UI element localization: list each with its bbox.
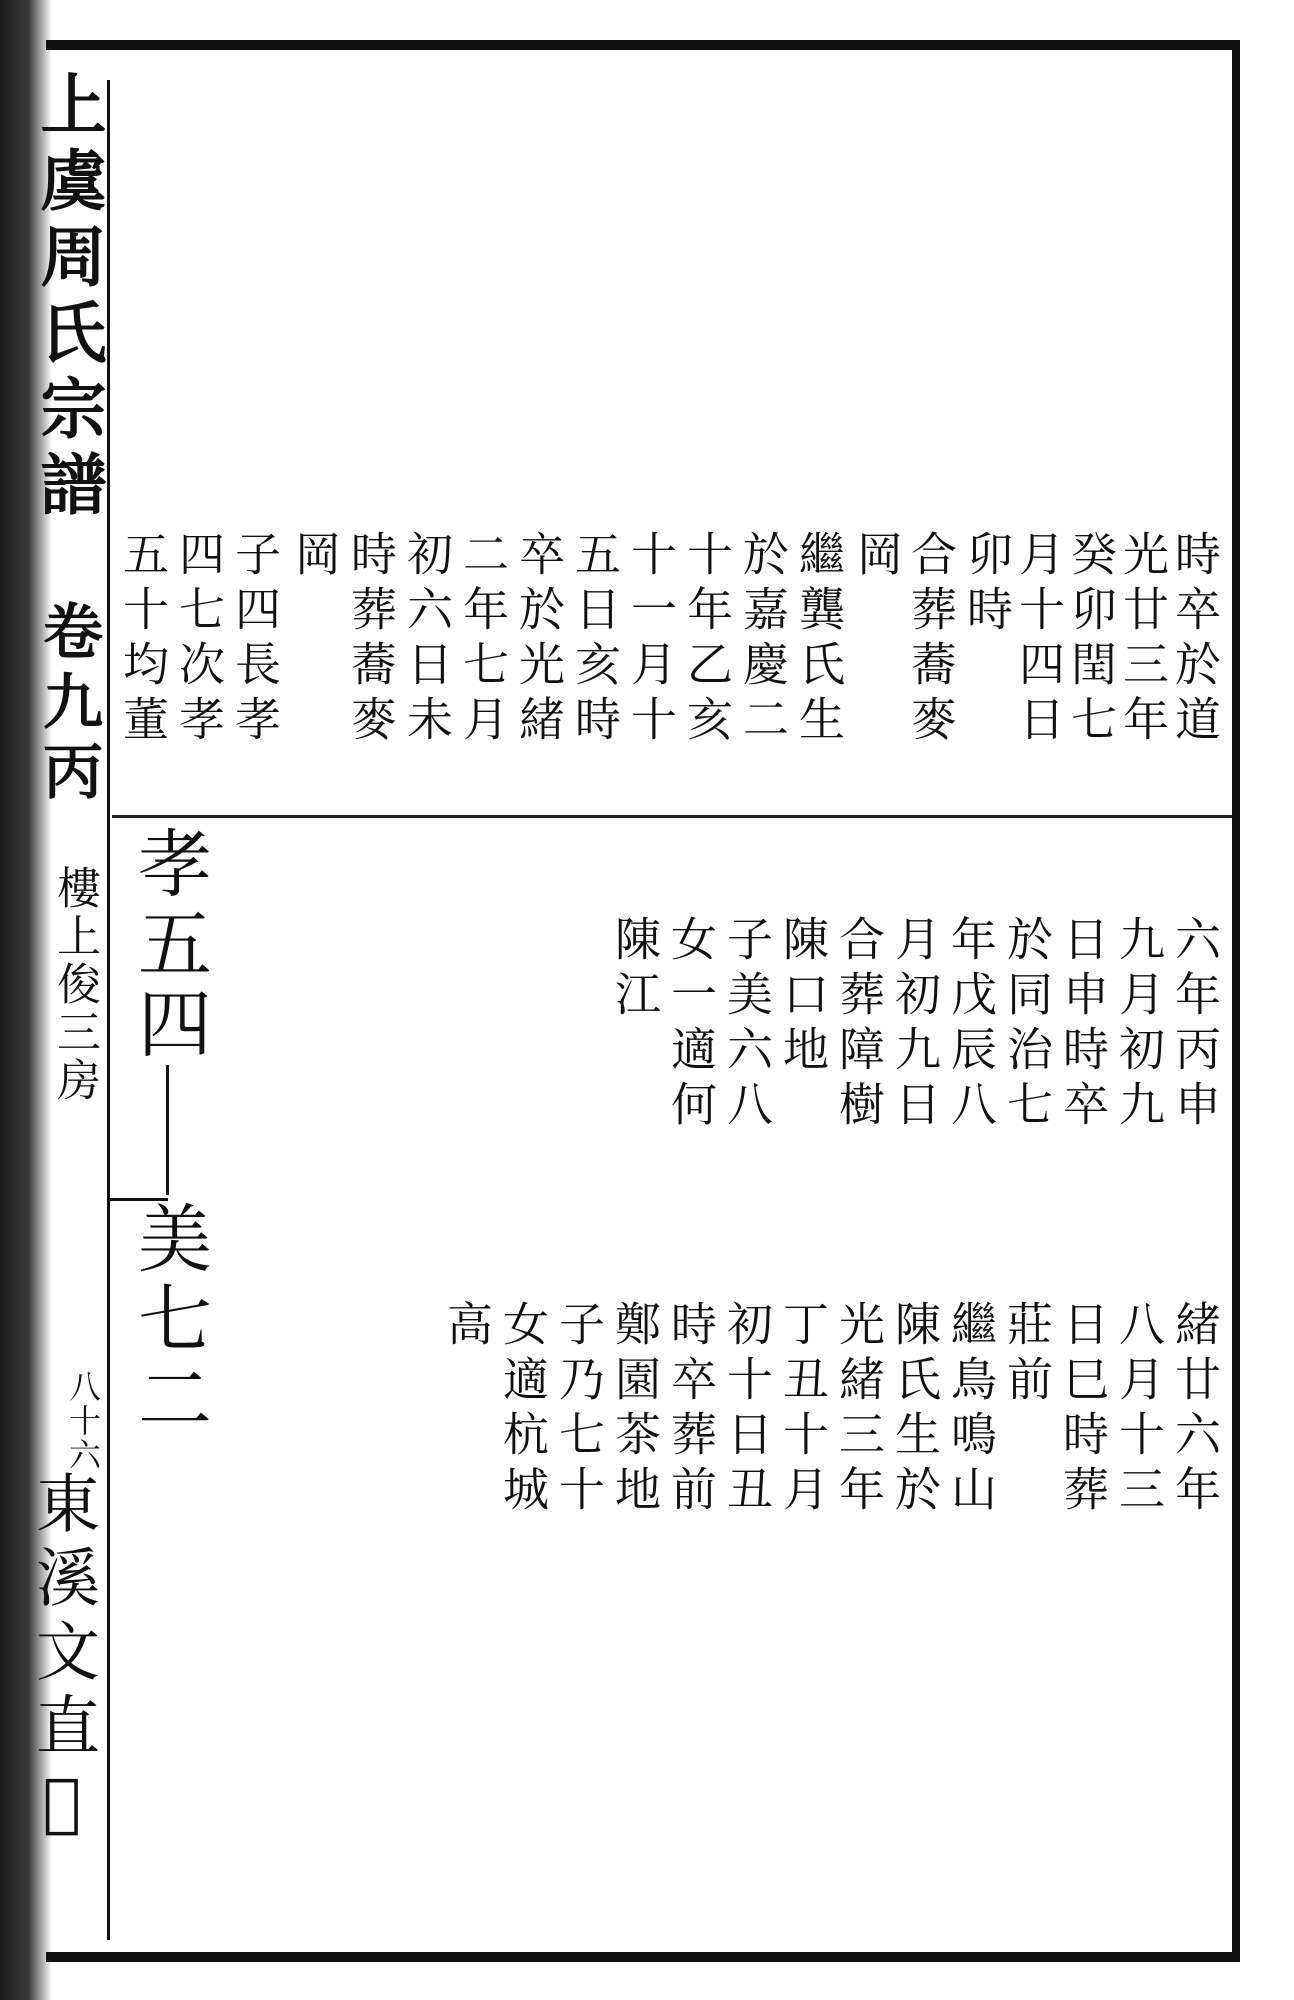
person-b-column: 日巳時葬 — [1056, 1300, 1110, 1520]
person-b-column: 子乃七十 — [552, 1300, 606, 1520]
person-b-column: 八月十三 — [1112, 1300, 1166, 1520]
upper-column: 初六日未 — [400, 530, 454, 750]
person-a-column: 日申時卒 — [1056, 915, 1110, 1135]
upper-column: 岡 — [288, 530, 342, 585]
person-b-column: 鄭園茶地 — [608, 1300, 662, 1520]
upper-column: 光廿三年 — [1116, 530, 1170, 750]
upper-column: 子四長孝 — [228, 530, 282, 750]
person-a-column: 年戊辰八 — [944, 915, 998, 1135]
upper-column: 繼龔氏生 — [792, 530, 846, 750]
person-a-column: 女一適何 — [664, 915, 718, 1135]
lineage-connector-vertical — [166, 1065, 169, 1195]
person-a-column: 陳口地 — [776, 915, 830, 1080]
upper-column: 二年七月 — [456, 530, 510, 750]
person-a-column: 於同治七 — [1000, 915, 1054, 1135]
section-divider-rule — [112, 815, 1232, 818]
volume-label: 卷九丙 — [33, 600, 103, 810]
person-b-column: 丁丑十月 — [776, 1300, 830, 1520]
person-b-column: 繼鳥鳴山 — [944, 1300, 998, 1520]
person-b-column: 光緒三年 — [832, 1300, 886, 1520]
upper-column: 卒於光緒 — [512, 530, 566, 750]
person-b-column: 初十日丑 — [720, 1300, 774, 1520]
upper-column: 於嘉慶二 — [736, 530, 790, 750]
hall-name: 東溪文直𧙓 — [25, 1470, 99, 1850]
upper-column: 月十四日 — [1012, 530, 1066, 750]
person-b-column: 高 — [440, 1300, 494, 1355]
person-name-mei-qi-er: 美七二 — [126, 1200, 212, 1440]
upper-column: 五日亥時 — [568, 530, 622, 750]
person-a-column: 九月初九 — [1112, 915, 1166, 1135]
upper-column: 卯時 — [960, 530, 1014, 640]
person-b-column: 莊前 — [1000, 1300, 1054, 1410]
person-name-xiao-wu-si: 孝五四 — [126, 825, 212, 1065]
page-number: 八十六 — [64, 1370, 102, 1472]
person-a-column: 月初九日 — [888, 915, 942, 1135]
person-a-column: 陳江 — [608, 915, 662, 1025]
upper-column: 五十均董 — [116, 530, 170, 750]
person-b-column: 女適杭城 — [496, 1300, 550, 1520]
upper-column: 四七次孝 — [172, 530, 226, 750]
person-b-column: 陳氏生於 — [888, 1300, 942, 1520]
upper-column: 十年乙亥 — [680, 530, 734, 750]
upper-column: 時卒於道 — [1168, 530, 1222, 750]
page-frame-right-border — [1232, 40, 1240, 1962]
page-frame-top-border — [46, 40, 1236, 50]
upper-column: 時葬蕎麥 — [344, 530, 398, 750]
person-a-column: 子美六八 — [720, 915, 774, 1135]
upper-column: 合葬蕎麥 — [904, 530, 958, 750]
upper-column: 癸卯閏七 — [1064, 530, 1118, 750]
branch-label: 樓上俊三房 — [49, 865, 100, 1105]
person-a-column: 合葬障樹 — [832, 915, 886, 1135]
person-b-column: 緒廿六年 — [1168, 1300, 1222, 1520]
upper-column: 岡 — [850, 530, 904, 585]
upper-column: 十一月十 — [624, 530, 678, 750]
page-frame-bottom-border — [46, 1952, 1236, 1962]
person-a-column: 六年丙申 — [1168, 915, 1222, 1135]
person-b-column: 時卒葬前 — [664, 1300, 718, 1520]
book-title: 上虞周氏宗譜 — [29, 70, 107, 526]
